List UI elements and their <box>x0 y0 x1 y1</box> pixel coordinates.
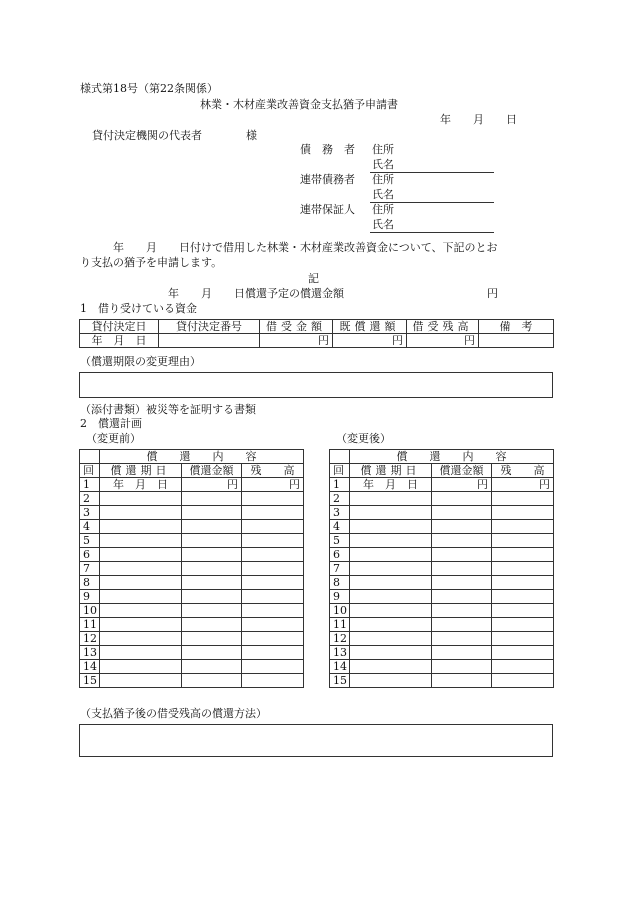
table-row <box>330 576 554 590</box>
repayment-amount-cell[interactable] <box>432 562 492 576</box>
header-repayment-date: 償還期日 <box>100 464 182 478</box>
repayment-date-cell[interactable] <box>350 646 432 660</box>
repayment-amount-cell[interactable] <box>432 548 492 562</box>
table-row <box>330 520 554 534</box>
round-number: 15 <box>80 674 100 688</box>
header-round: 回 <box>330 464 350 478</box>
header-balance: 残 高 <box>492 464 554 478</box>
repayment-date-cell[interactable] <box>350 492 432 506</box>
repayment-date-cell[interactable] <box>100 674 182 688</box>
repayment-date-cell[interactable] <box>350 604 432 618</box>
repayment-amount-cell[interactable] <box>182 506 242 520</box>
blank-cell <box>80 450 100 464</box>
decision-date-cell[interactable]: 年 月 日 <box>80 334 159 348</box>
repayment-date-cell[interactable] <box>350 674 432 688</box>
table-row <box>330 674 554 688</box>
section1-heading: 1 借り受けている資金 <box>80 302 197 315</box>
party-role-debtor: 債 務 者 <box>300 143 355 156</box>
repayment-date-cell[interactable] <box>100 632 182 646</box>
balance-cell[interactable] <box>492 646 554 660</box>
table-row <box>330 548 554 562</box>
round-number: 14 <box>80 660 100 674</box>
balance-cell[interactable] <box>242 548 304 562</box>
table-row <box>330 604 554 618</box>
header-decision-number: 貸付決定番号 <box>159 320 260 334</box>
round-number: 9 <box>330 590 350 604</box>
round-number: 2 <box>330 492 350 506</box>
remarks-cell[interactable] <box>479 334 554 348</box>
repayment-date-cell[interactable] <box>350 576 432 590</box>
repayment-plan-before-table <box>79 449 304 688</box>
date-line: 年 月 日 <box>440 113 517 126</box>
balance-cell[interactable] <box>242 506 304 520</box>
round-number: 15 <box>330 674 350 688</box>
round-number: 1 <box>330 478 350 492</box>
guarantor-name-line <box>370 232 494 233</box>
party-role-guarantor: 連帯保証人 <box>300 203 355 216</box>
repayment-amount-cell[interactable]: 円 <box>432 478 492 492</box>
table-title: 償 還 内 容 <box>350 450 554 464</box>
repayment-date-cell[interactable]: 年 月 日 <box>350 478 432 492</box>
repayment-amount-cell[interactable] <box>432 604 492 618</box>
repayment-amount-cell[interactable] <box>182 604 242 618</box>
round-number: 9 <box>80 590 100 604</box>
balance-cell[interactable] <box>242 590 304 604</box>
table-row <box>80 492 304 506</box>
party-address-label: 住所 <box>372 203 394 216</box>
repayment-amount-cell[interactable] <box>182 646 242 660</box>
table-row <box>330 660 554 674</box>
repayment-amount-cell[interactable] <box>432 590 492 604</box>
table-row <box>80 660 304 674</box>
reason-label: （償還期限の変更理由） <box>80 355 201 368</box>
repayment-amount-cell[interactable] <box>182 674 242 688</box>
repayment-date-cell[interactable] <box>350 590 432 604</box>
party-name-label: 氏名 <box>372 158 394 171</box>
repayment-amount-cell[interactable] <box>432 646 492 660</box>
balance-cell[interactable] <box>242 562 304 576</box>
round-number: 8 <box>80 576 100 590</box>
repayment-amount-cell[interactable] <box>432 576 492 590</box>
repayment-date-cell[interactable]: 年 月 日 <box>100 478 182 492</box>
party-role-joint-debtor: 連帯債務者 <box>300 173 355 186</box>
balance-cell[interactable]: 円 <box>492 478 554 492</box>
blank-cell <box>330 450 350 464</box>
repayment-amount-cell[interactable] <box>432 534 492 548</box>
repayment-date-cell[interactable] <box>100 520 182 534</box>
round-number: 11 <box>330 618 350 632</box>
repayment-date-cell[interactable] <box>350 520 432 534</box>
table-row <box>330 492 554 506</box>
balance-cell[interactable] <box>242 576 304 590</box>
repayment-date-cell[interactable] <box>100 604 182 618</box>
party-name-label: 氏名 <box>372 188 394 201</box>
balance-cell[interactable] <box>492 618 554 632</box>
balance-cell[interactable] <box>242 632 304 646</box>
balance-cell[interactable] <box>242 674 304 688</box>
balance-cell[interactable]: 円 <box>242 478 304 492</box>
table-row <box>330 478 554 492</box>
table-row <box>80 506 304 520</box>
repayment-amount-cell[interactable] <box>432 674 492 688</box>
balance-cell[interactable] <box>492 674 554 688</box>
round-number: 5 <box>80 534 100 548</box>
repayment-date-cell[interactable] <box>100 576 182 590</box>
repayment-date-cell[interactable] <box>350 506 432 520</box>
header-balance: 残 高 <box>242 464 304 478</box>
table-row <box>80 520 304 534</box>
balance-cell[interactable] <box>492 562 554 576</box>
repayment-amount-cell[interactable] <box>182 576 242 590</box>
repayment-amount-cell[interactable] <box>432 660 492 674</box>
borrowed-amount-cell[interactable]: 円 <box>260 334 333 348</box>
repayment-amount-cell[interactable] <box>432 520 492 534</box>
round-number: 5 <box>330 534 350 548</box>
repayment-amount-cell[interactable]: 円 <box>182 478 242 492</box>
repayment-amount-cell[interactable] <box>182 618 242 632</box>
round-number: 14 <box>330 660 350 674</box>
reason-field[interactable] <box>79 372 553 398</box>
repayment-date-cell[interactable] <box>100 646 182 660</box>
table-row <box>330 590 554 604</box>
table-row <box>80 618 304 632</box>
table-title-row <box>80 450 304 464</box>
repayment-amount-cell[interactable] <box>182 590 242 604</box>
round-number: 4 <box>330 520 350 534</box>
round-number: 7 <box>80 562 100 576</box>
balance-cell[interactable]: 円 <box>407 334 479 348</box>
repayment-date-cell[interactable] <box>350 632 432 646</box>
body-text-line1: 年 月 日付けで借用した林業・木材産業改善資金について、下記のとお <box>80 241 498 254</box>
table-row <box>330 646 554 660</box>
repayment-method-field[interactable] <box>79 724 553 757</box>
repayment-amount-cell[interactable] <box>432 506 492 520</box>
balance-cell[interactable] <box>242 492 304 506</box>
decision-number-cell[interactable] <box>159 334 260 348</box>
balance-cell[interactable] <box>242 618 304 632</box>
repayment-date-cell[interactable] <box>350 534 432 548</box>
form-number: 様式第18号（第22条関係） <box>80 82 218 95</box>
balance-cell[interactable] <box>492 506 554 520</box>
repayment-date-cell[interactable] <box>100 492 182 506</box>
balance-cell[interactable] <box>492 548 554 562</box>
repayment-date-cell[interactable] <box>100 660 182 674</box>
header-borrowed-amount: 借受金額 <box>260 320 333 334</box>
repayment-amount-cell[interactable] <box>182 492 242 506</box>
borrowed-funds-table <box>79 319 554 348</box>
table-header-row <box>330 464 554 478</box>
round-number: 6 <box>330 548 350 562</box>
table-row <box>80 646 304 660</box>
repayment-date-cell[interactable] <box>100 534 182 548</box>
table-row <box>330 632 554 646</box>
round-number: 8 <box>330 576 350 590</box>
table-row <box>330 562 554 576</box>
round-number: 1 <box>80 478 100 492</box>
party-address-label: 住所 <box>372 143 394 156</box>
round-number: 13 <box>330 646 350 660</box>
body-text-line2: り支払の猶予を申請します。 <box>80 256 223 269</box>
round-number: 2 <box>80 492 100 506</box>
repaid-amount-cell[interactable]: 円 <box>333 334 407 348</box>
table-title-row <box>330 450 554 464</box>
table-row <box>80 548 304 562</box>
attachment-label: （添付書類）被災等を証明する書類 <box>80 403 256 416</box>
table-title: 償 還 内 容 <box>100 450 304 464</box>
round-number: 10 <box>80 604 100 618</box>
table-row <box>80 334 554 348</box>
repayment-date-cell[interactable] <box>350 548 432 562</box>
balance-cell[interactable] <box>492 632 554 646</box>
balance-cell[interactable] <box>242 534 304 548</box>
repayment-amount-cell[interactable] <box>432 618 492 632</box>
round-number: 10 <box>330 604 350 618</box>
round-number: 3 <box>330 506 350 520</box>
balance-cell[interactable] <box>492 660 554 674</box>
round-number: 6 <box>80 548 100 562</box>
balance-cell[interactable] <box>492 604 554 618</box>
table-header-row <box>80 320 554 334</box>
party-name-label: 氏名 <box>372 218 394 231</box>
header-remarks: 備 考 <box>479 320 554 334</box>
after-change-label: （変更後） <box>336 432 391 445</box>
repayment-date-cell[interactable] <box>100 506 182 520</box>
header-repaid-amount: 既償還額 <box>333 320 407 334</box>
header-repayment-amount: 償還金額 <box>182 464 242 478</box>
table-row <box>80 604 304 618</box>
repayment-amount-cell[interactable] <box>182 534 242 548</box>
round-number: 13 <box>80 646 100 660</box>
header-balance: 借受残高 <box>407 320 479 334</box>
repayment-amount-cell[interactable] <box>182 562 242 576</box>
repayment-date-cell[interactable] <box>100 548 182 562</box>
repayment-amount-cell[interactable] <box>182 520 242 534</box>
document-title: 林業・木材産業改善資金支払猶予申請書 <box>200 98 398 111</box>
party-address-label: 住所 <box>372 173 394 186</box>
repayment-amount-cell[interactable] <box>182 660 242 674</box>
repayment-amount-cell[interactable] <box>182 548 242 562</box>
balance-cell[interactable] <box>492 520 554 534</box>
section2-heading: 2 償還計画 <box>80 417 142 430</box>
balance-cell[interactable] <box>492 590 554 604</box>
round-number: 11 <box>80 618 100 632</box>
table-row <box>330 618 554 632</box>
table-row <box>330 506 554 520</box>
table-header-row <box>80 464 304 478</box>
balance-cell[interactable] <box>492 492 554 506</box>
repayment-date-cell[interactable] <box>100 562 182 576</box>
table-row <box>80 674 304 688</box>
table-row <box>80 590 304 604</box>
round-number: 7 <box>330 562 350 576</box>
balance-cell[interactable] <box>242 660 304 674</box>
repayment-date-cell[interactable] <box>100 590 182 604</box>
round-number: 3 <box>80 506 100 520</box>
table-row <box>330 534 554 548</box>
repayment-plan-after-table <box>329 449 554 688</box>
table-row <box>80 576 304 590</box>
balance-cell[interactable] <box>492 534 554 548</box>
header-round: 回 <box>80 464 100 478</box>
addressee: 貸付決定機関の代表者 様 <box>92 129 257 142</box>
repayment-amount-cell[interactable] <box>432 492 492 506</box>
header-repayment-amount: 償還金額 <box>432 464 492 478</box>
table-row <box>80 562 304 576</box>
before-change-label: （変更前） <box>86 432 141 445</box>
ki-marker: 記 <box>308 272 319 285</box>
table-row <box>80 478 304 492</box>
header-decision-date: 貸付決定日 <box>80 320 159 334</box>
repayment-date-cell[interactable] <box>350 660 432 674</box>
round-number: 12 <box>80 632 100 646</box>
balance-cell[interactable] <box>492 576 554 590</box>
round-number: 12 <box>330 632 350 646</box>
round-number: 4 <box>80 520 100 534</box>
repayment-date-cell[interactable] <box>350 562 432 576</box>
repayment-amount-cell[interactable] <box>432 632 492 646</box>
balance-cell[interactable] <box>242 604 304 618</box>
repayment-amount-cell[interactable] <box>182 632 242 646</box>
table-row <box>80 534 304 548</box>
table-row <box>80 632 304 646</box>
header-repayment-date: 償還期日 <box>350 464 432 478</box>
repayment-method-label: （支払猶予後の借受残高の償還方法） <box>80 707 267 720</box>
repayment-date-cell[interactable] <box>100 618 182 632</box>
balance-cell[interactable] <box>242 520 304 534</box>
repayment-amount-line: 年 月 日償還予定の償還金額 円 <box>168 287 498 300</box>
balance-cell[interactable] <box>242 646 304 660</box>
repayment-date-cell[interactable] <box>350 618 432 632</box>
